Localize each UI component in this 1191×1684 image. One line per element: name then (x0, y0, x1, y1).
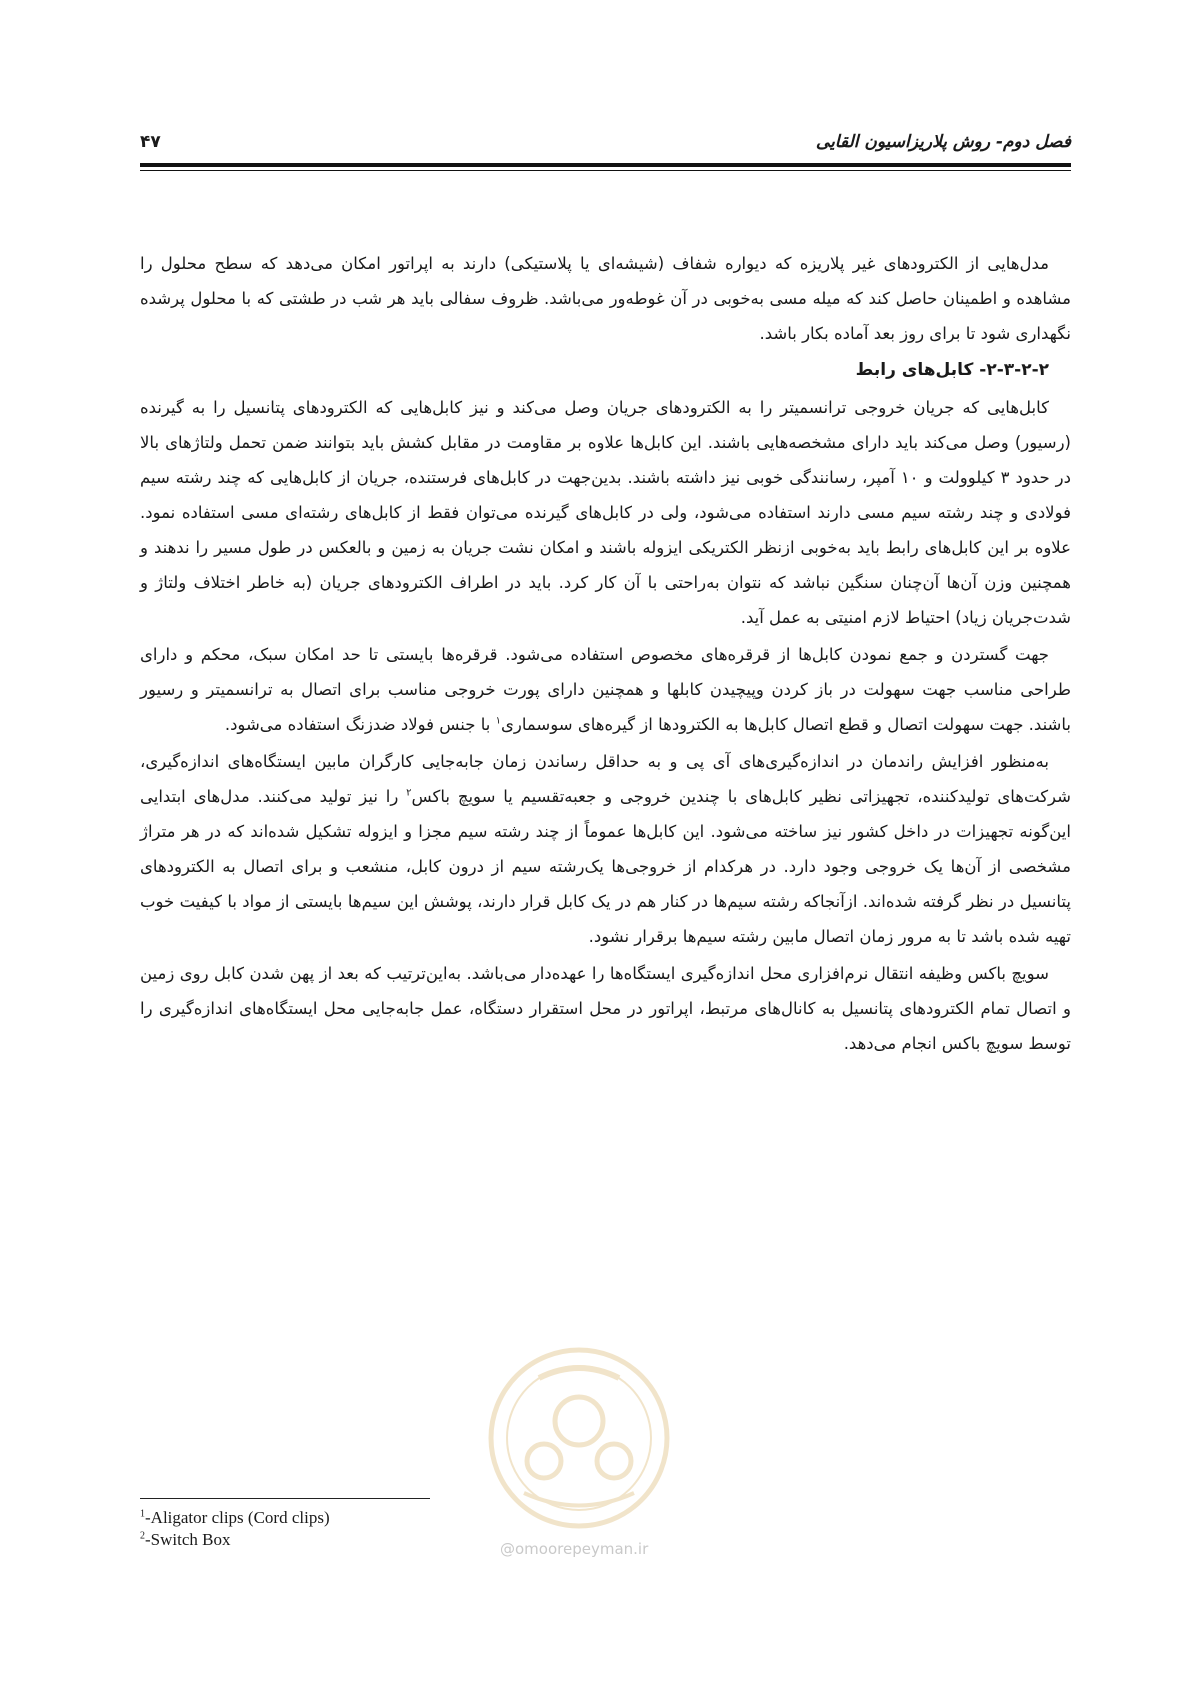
paragraph-cable-specs: کابل‌هایی که جریان خروجی ترانسمیتر را به الکترودهای جریان وصل می‌کند و نیز کابل‌هایی که الکترودهای پتانسیل را به گیرنده (رسیور) وصل می‌کند باید دارای مشخصه‌هایی باشند. این کابل‌ها علاوه بر مقاومت در مقابل کشش باید بتوانند ضمن تحمل ولتاژهای بالا در حدود ۳ کیلوولت و ۱۰ آمپر، رسانندگی خوبی نیز داشته باشند. بدین‌جهت در کابل‌های فرستنده، جریان از کابل‌هایی که چند رشته سیم فولادی و چند رشته سیم مسی دارند استفاده می‌شود، ولی در کابل‌های گیرنده می‌توان فقط از کابل‌های رشته‌ای مسی استفاده نمود. علاوه بر این کابل‌های رابط باید به‌خوبی ازنظر الکتریکی ایزوله باشند و امکان نشت جریان به زمین و بالعکس در طول مسیر را ندهند و همچنین وزن آن‌ها آن‌چنان سنگین نباشد که نتوان به‌راحتی با آن کار کرد. باید در اطراف الکترودهای جریان (به خاطر اختلاف ولتاژ و شدت‌جریان زیاد) احتیاط لازم امنیتی به عمل آید. (140, 398, 1071, 627)
page-number: ۴۷ (140, 132, 161, 152)
footnotes (140, 1507, 330, 1551)
footnote-text-2: -Switch Box (145, 1530, 231, 1549)
footnote-2 (140, 1529, 330, 1551)
footnote-marker-1: 1 (140, 1508, 145, 1520)
paragraph-reels-text-end: با جنس فولاد ضدزنگ استفاده می‌شود. (224, 715, 496, 734)
chapter-title: فصل دوم- روش پلاریزاسیون القایی (815, 132, 1071, 152)
paragraph-reels (140, 637, 1071, 742)
page-header (140, 128, 1071, 158)
seal-icon (484, 1343, 674, 1533)
header-rule-thick (140, 163, 1071, 167)
footnote-1 (140, 1507, 330, 1529)
paragraph-switch-box-cables (140, 744, 1071, 954)
paragraph-switch-box-text-end: را نیز تولید می‌کنند. مدل‌های ابتدایی این‌گونه تجهیزات در داخل کشور نیز ساخته می‌شود. این کابل‌ها عموماً از چند رشته سیم مجزا و ایزوله تشکیل شده‌اند که در هر متراژ مشخصی از آن‌ها یک خروجی وجود دارد. در هرکدام از خروجی‌ها یک‌رشته سیم از درون کابل، منشعب و برای اتصال به الکترودهای پتانسیل در نظر گرفته شده‌اند. ازآنجاکه رشته سیم‌ها در کنار هم در یک کابل قرار دارند، پوشش این سیم‌ها بایستی از مواد با کیفیت خوب تهیه شده باشد تا به مرور زمان اتصال مابین رشته سیم‌ها برقرار نشود. (140, 787, 1071, 946)
footnote-ref-2: ۲ (406, 787, 412, 799)
footnote-ref-1: ۱ (495, 715, 501, 727)
header-rule-thin (140, 170, 1071, 171)
watermark-text: @omoorepeyman.ir (500, 1540, 649, 1558)
paragraph-switch-box-text: به‌منظور افزایش راندمان در اندازه‌گیری‌های آی پی و به حداقل رساندن زمان جابه‌جایی کارگران مابین ایستگاه‌های اندازه‌گیری، شرکت‌های تولیدکننده، تجهیزاتی نظیر کابل‌های با چندین خروجی و جعبه‌تقسیم یا سویچ باکس (140, 752, 1071, 806)
paragraph-switch-box-function: سویچ باکس وظیفه انتقال نرم‌افزاری محل اندازه‌گیری ایستگاه‌ها را عهده‌دار می‌باشد. به‌این‌ترتیب که بعد از پهن شدن کابل روی زمین و اتصال تمام الکترودهای پتانسیل به کانال‌های مرتبط، اپراتور در محل استقرار دستگاه، عمل جابه‌جایی محل ایستگاه‌های اندازه‌گیری را توسط سویچ باکس انجام می‌دهد. (140, 964, 1071, 1053)
section-heading: ۲-۳-۲-۲- کابل‌های رابط (855, 360, 1049, 380)
footnote-text-1: -Aligator clips (Cord clips) (145, 1508, 330, 1527)
footnote-marker-2: 2 (140, 1530, 145, 1542)
paragraph-reels-text: جهت گستردن و جمع نمودن کابل‌ها از قرقره‌های مخصوص استفاده می‌شود. قرقره‌ها بایستی تا حد امکان سبک، محکم و دارای طراحی مناسب جهت سهولت در باز کردن وپیچیدن کابلها و همچنین دارای پورت خروجی مناسب برای اتصال به ترانسمیتر و رسیور باشند. جهت سهولت اتصال و قطع اتصال کابل‌ها به الکترودها از گیره‌های سوسماری (140, 645, 1071, 734)
paragraph-electrode-models: مدل‌هایی از الکترودهای غیر پلاریزه که دیواره شفاف (شیشه‌ای یا پلاستیکی) دارند به اپراتور امکان می‌دهد که سطح محلول را مشاهده و اطمینان حاصل کند که میله مسی به‌خوبی در آن غوطه‌ور می‌باشد. ظروف سفالی باید هر شب در طشتی که با محلول پرشده نگهداری شود تا برای روز بعد آماده بکار باشد. (140, 254, 1071, 343)
page-body (140, 246, 1071, 1063)
footnote-separator (140, 1498, 430, 1499)
